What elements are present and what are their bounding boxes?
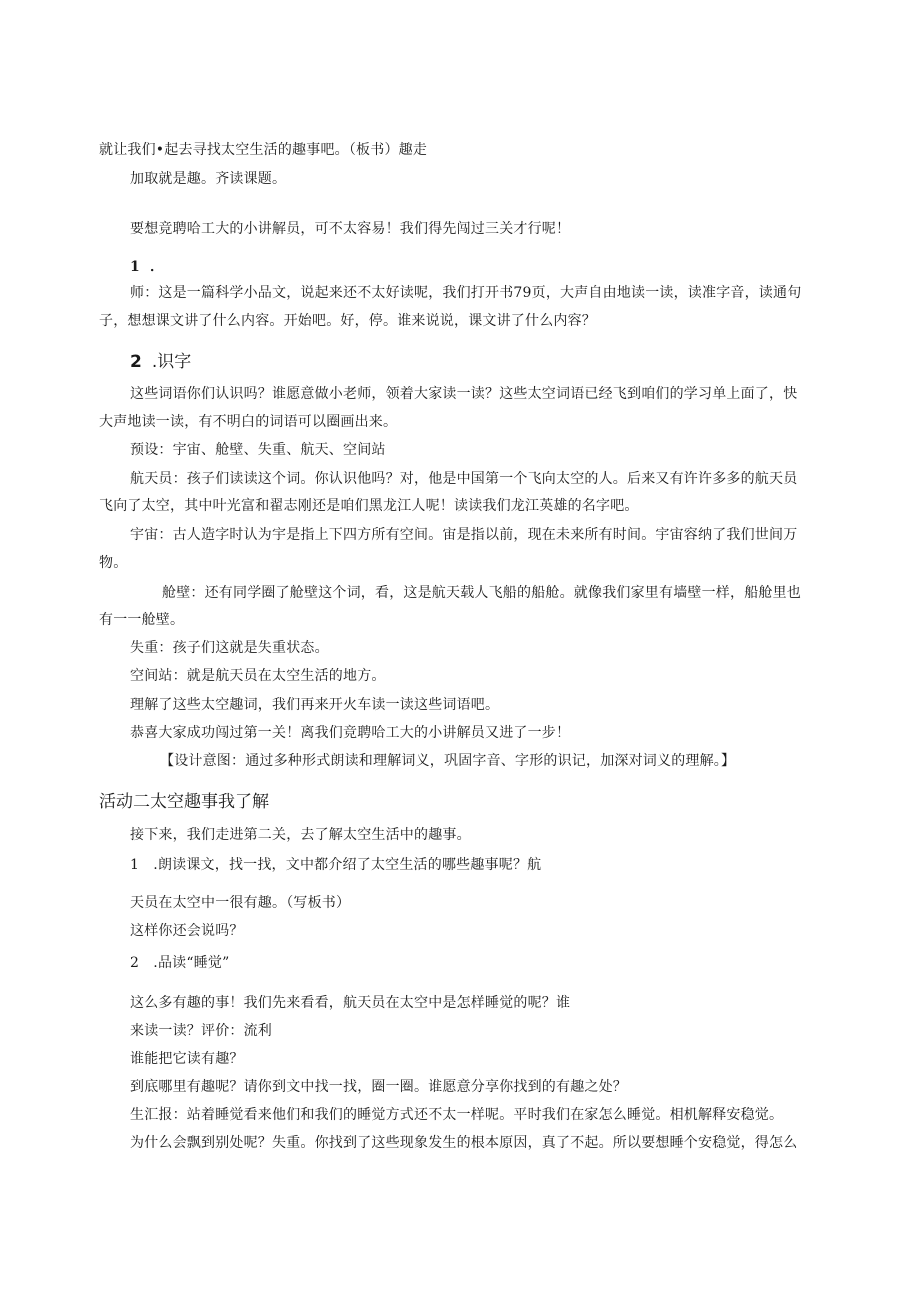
paragraph-line: 这些词语你们认识吗？谁愿意做小老师，领着大家读一读？这些太空词语已经飞到咱们的学习单上面了，快 [130, 386, 798, 402]
paragraph-line: 恭喜大家成功闯过第一关！离我们竞聘哈工大的小讲解员又进了一步！ [130, 725, 571, 741]
paragraph-line: 理解了这些太空趣词，我们再来开火车读一读这些词语吧。 [130, 697, 500, 713]
paragraph-line: 飞向了太空，其中叶光富和翟志刚还是咱们黑龙江人呢！读读我们龙江英雄的名字吧。 [99, 498, 639, 514]
paragraph-line: 舱壁：还有同学圈了舱壁这个词，看，这是航天载人飞船的船舱。就像我们家里有墙壁一样，船舱里也 [162, 585, 801, 601]
paragraph-line: 这么多有趣的事！我们先来看看，航天员在太空中是怎样睡觉的呢？谁 [130, 995, 571, 1011]
paragraph-line: 预设：宇宙、舱壁、失重、航天、空间站 [130, 442, 386, 458]
section-title: .识字 [151, 352, 192, 372]
paragraph-line: 大声地读一读，有不明白的词语可以圈画出来。 [99, 414, 398, 430]
paragraph-line: 2 .品读“睡觉” [130, 955, 230, 971]
paragraph-line: 谁能把它读有趣？ [130, 1051, 244, 1067]
paragraph-line: 要想竞聘哈工大的小讲解员，可不太容易！我们得先闯过三关才行呢！ [130, 221, 571, 237]
paragraph-line: 物。 [99, 555, 128, 571]
paragraph-line: 1 .朗读课文，找一找，文中都介绍了太空生活的哪些趣事呢？航 [130, 857, 542, 873]
paragraph-line: 空间站：就是航天员在太空生活的地方。 [130, 668, 386, 684]
section-heading-1 [130, 258, 164, 276]
paragraph-line: 宇宙：古人造字时认为宇是指上下四方所有空间。宙是指以前，现在未来所有时间。宇宙容纳了我们世间万 [130, 527, 798, 543]
paragraph-line: 来读一读？评价：流利 [130, 1023, 272, 1039]
section-number: 2 [130, 352, 142, 372]
paragraph-line: 加取就是趣。齐读课题。 [130, 171, 287, 187]
paragraph-line: 就让我们•起去寻找太空生活的趣事吧。（板书）趣走 [99, 142, 428, 158]
paragraph-line: 失重：孩子们这就是失重状态。 [130, 640, 329, 656]
activity-heading: 活动二太空趣事我了解 [99, 792, 269, 812]
section-title: ． [149, 259, 165, 275]
paragraph-line: 天员在太空中一很有趣。（写板书） [130, 895, 351, 911]
paragraph-line: 为什么会飘到别处呢？失重。你找到了这些现象发生的根本原因，真了不起。所以要想睡个安稳觉，得怎么 [130, 1135, 798, 1151]
paragraph-line: 航天员：孩子们读读这个词。你认识他吗？对，他是中国第一个飞向太空的人。后来又有许许多多的航天员 [130, 471, 798, 487]
paragraph-line: 生汇报：站着睡觉看来他们和我们的睡觉方式还不太一样呢。平时我们在家怎么睡觉。相机解释安稳觉。 [130, 1107, 784, 1123]
design-intent-note: 【设计意图：通过多种形式朗读和理解词义，巩固字音、字形的识记，加深对词义的理解。】 [160, 753, 736, 769]
paragraph-line: 子，想想课文讲了什么内容。开始吧。好，停。谁来说说，课文讲了什么内容？ [99, 313, 596, 329]
paragraph-line: 这样你还会说吗？ [130, 923, 244, 939]
paragraph-line: 到底哪里有趣呢？请你到文中找一找，圈一圈。谁愿意分享你找到的有趣之处？ [130, 1079, 627, 1095]
paragraph-line: 有一一舱壁。 [99, 612, 185, 628]
section-number: 1 [130, 259, 140, 275]
section-heading-2 [130, 352, 191, 372]
paragraph-line: 接下来，我们走进第二关，去了解太空生活中的趣事。 [130, 827, 471, 843]
paragraph-line: 师：这是一篇科学小品文，说起来还不太好读呢，我们打开书79页，大声自由地读一读，读准字音，读通句 [130, 285, 802, 301]
